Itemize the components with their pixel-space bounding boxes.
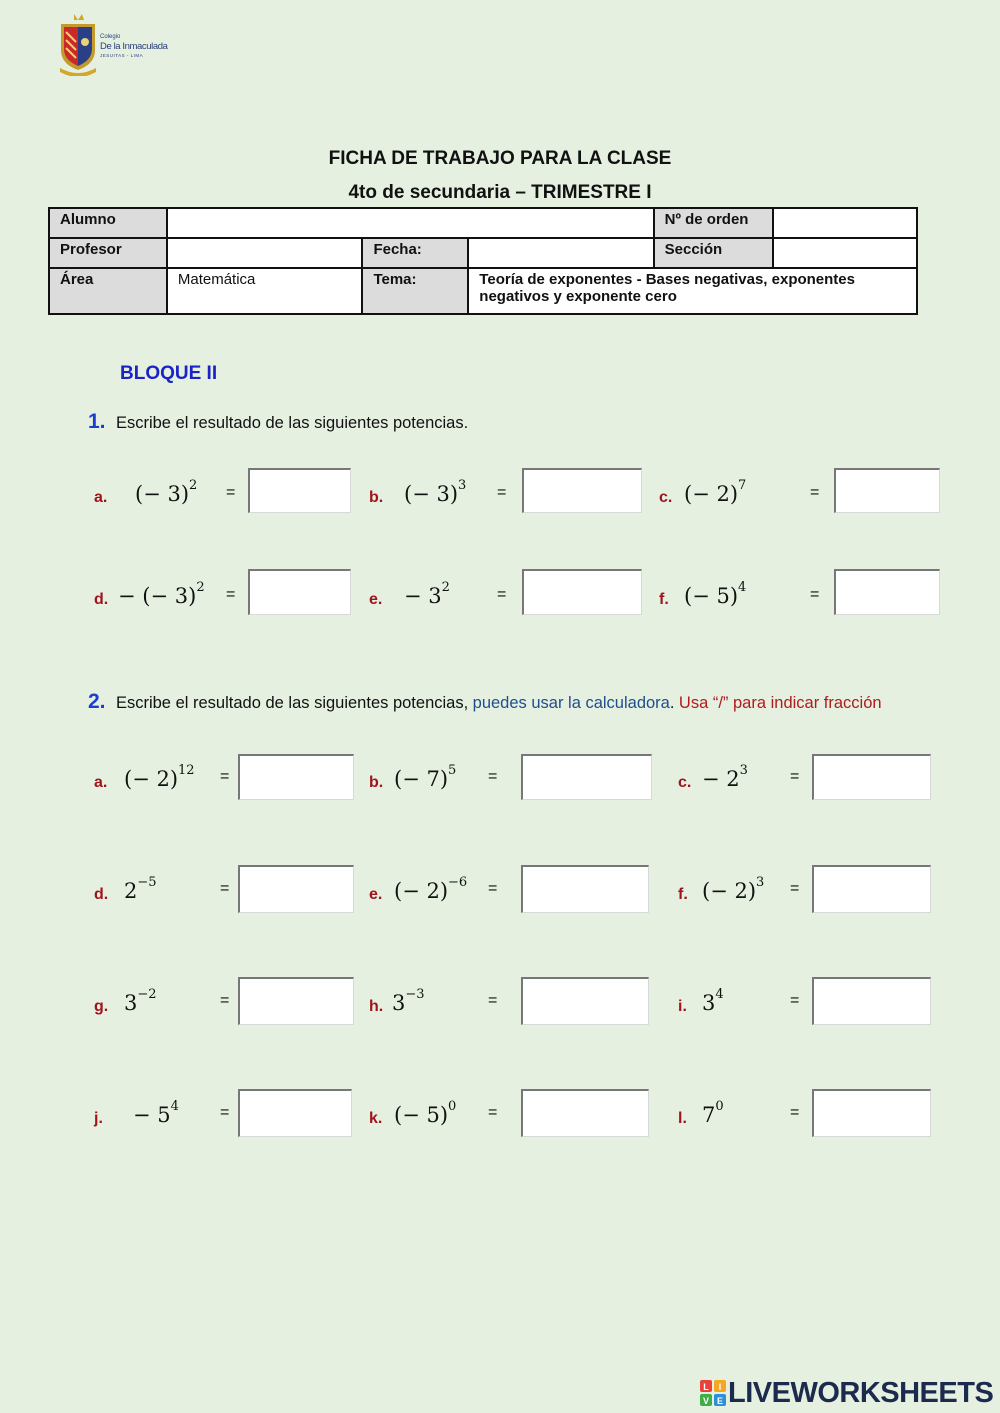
- equals-sign: =: [226, 586, 236, 603]
- exercise-letter: j.: [94, 1110, 103, 1127]
- answer-input[interactable]: [834, 468, 940, 513]
- student-info-table: [48, 207, 918, 315]
- calculator-note: puedes usar la calculadora: [472, 694, 670, 712]
- answer-input[interactable]: [812, 1089, 931, 1137]
- answer-input[interactable]: [238, 977, 354, 1025]
- worksheet-title: FICHA DE TRABAJO PARA LA CLASE: [328, 148, 672, 169]
- exercise-expression: $7^0$: [702, 1099, 724, 1127]
- seccion-label: Sección: [654, 238, 774, 268]
- area-label: Área: [49, 268, 167, 314]
- exercise-letter: g.: [94, 998, 109, 1015]
- equals-sign: =: [488, 768, 498, 785]
- school-crest-icon: [58, 12, 100, 76]
- liveworksheets-logo-icon: [700, 1380, 726, 1406]
- answer-input[interactable]: [238, 865, 354, 913]
- fecha-label: Fecha:: [362, 238, 468, 268]
- equals-sign: =: [790, 768, 800, 785]
- exercise-expression: − $2^3$: [702, 763, 748, 791]
- seccion-field[interactable]: [773, 238, 917, 268]
- answer-input[interactable]: [834, 569, 940, 615]
- equals-sign: =: [220, 880, 230, 897]
- answer-input[interactable]: [521, 865, 649, 913]
- answer-input[interactable]: [812, 977, 931, 1025]
- equals-sign: =: [497, 484, 507, 501]
- question-1-prompt: [88, 410, 468, 434]
- exercise-expression: $3^4$: [702, 987, 724, 1015]
- answer-input[interactable]: [248, 468, 351, 513]
- exercise-letter: h.: [369, 998, 384, 1015]
- exercise-letter: e.: [369, 886, 383, 903]
- answer-input[interactable]: [522, 569, 642, 615]
- exercise-expression: (− 3)$^2$: [135, 478, 198, 506]
- section-heading: BLOQUE II: [120, 363, 218, 384]
- orden-field[interactable]: [773, 208, 917, 238]
- equals-sign: =: [488, 1104, 498, 1121]
- exercise-expression: (− 5)$^4$: [684, 580, 747, 608]
- equals-sign: =: [790, 880, 800, 897]
- answer-input[interactable]: [521, 977, 649, 1025]
- svg-text:E: E: [716, 1396, 724, 1406]
- tema-value: Teoría de exponentes - Bases negativas, exponentes negativos y exponente cero: [468, 268, 917, 314]
- orden-label: Nº de orden: [654, 208, 774, 238]
- equals-sign: =: [790, 1104, 800, 1121]
- exercise-letter: b.: [369, 774, 384, 791]
- exercise-expression: − $3^2$: [404, 580, 450, 608]
- exercise-expression: $2^{-5}$: [124, 875, 157, 903]
- school-name-line2: De la Inmaculada: [100, 41, 168, 52]
- answer-input[interactable]: [522, 468, 642, 513]
- equals-sign: =: [220, 1104, 230, 1121]
- equals-sign: =: [790, 992, 800, 1009]
- exercise-letter: b.: [369, 489, 384, 506]
- note-period: .: [669, 694, 675, 712]
- alumno-field[interactable]: [167, 208, 654, 238]
- exercise-letter: d.: [94, 886, 109, 903]
- question-text: Escribe el resultado de las siguientes potencias.: [115, 414, 469, 432]
- exercise-expression: (− 2)$^7$: [684, 478, 747, 506]
- exercise-expression: (− 7)$^5$: [394, 763, 457, 791]
- equals-sign: =: [226, 484, 236, 501]
- tema-label: Tema:: [362, 268, 468, 314]
- liveworksheets-brand: [700, 1375, 993, 1411]
- profesor-label: Profesor: [49, 238, 167, 268]
- exercise-expression: − $5^4$: [133, 1099, 179, 1127]
- answer-input[interactable]: [812, 865, 931, 913]
- school-logo: [58, 12, 173, 76]
- svg-text:L: L: [703, 1382, 709, 1392]
- exercise-letter: i.: [678, 998, 687, 1015]
- exercise-letter: l.: [678, 1110, 687, 1127]
- svg-text:V: V: [702, 1396, 710, 1406]
- profesor-field[interactable]: [167, 238, 363, 268]
- answer-input[interactable]: [238, 754, 354, 800]
- exercise-letter: e.: [369, 591, 383, 608]
- equals-sign: =: [220, 768, 230, 785]
- exercise-letter: a.: [94, 774, 108, 791]
- equals-sign: =: [497, 586, 507, 603]
- equals-sign: =: [220, 992, 230, 1009]
- exercise-letter: f.: [659, 591, 669, 608]
- answer-input[interactable]: [238, 1089, 352, 1137]
- area-value: Matemática: [167, 268, 363, 314]
- exercise-expression: (− 2)$^3$: [702, 875, 765, 903]
- equals-sign: =: [488, 880, 498, 897]
- exercise-expression: (− 5)$^0$: [394, 1099, 457, 1127]
- question-number: 2.: [88, 690, 106, 713]
- answer-input[interactable]: [248, 569, 351, 615]
- answer-input[interactable]: [521, 754, 652, 800]
- exercise-letter: c.: [678, 774, 692, 791]
- brand-name: LIVEWORKSHEETS: [728, 1376, 994, 1409]
- fraction-note: Usa “/” para indicar fracción: [678, 694, 882, 712]
- exercise-letter: c.: [659, 489, 673, 506]
- svg-text:I: I: [718, 1382, 722, 1392]
- school-name-line3: JESUITAS - LIMA: [100, 53, 144, 58]
- worksheet-subtitle: 4to de secundaria – TRIMESTRE I: [348, 182, 652, 203]
- equals-sign: =: [810, 484, 820, 501]
- alumno-label: Alumno: [49, 208, 167, 238]
- answer-input[interactable]: [521, 1089, 649, 1137]
- answer-input[interactable]: [812, 754, 931, 800]
- exercise-expression: $3^{-2}$: [124, 987, 157, 1015]
- exercise-expression: − (− 3)$^2$: [118, 580, 205, 608]
- exercise-letter: d.: [94, 591, 109, 608]
- fecha-field[interactable]: [468, 238, 653, 268]
- exercise-expression: (− 2)$^{-6}$: [394, 875, 468, 903]
- exercise-letter: a.: [94, 489, 108, 506]
- exercise-expression: (− 3)$^3$: [404, 478, 467, 506]
- equals-sign: =: [810, 586, 820, 603]
- question-text: Escribe el resultado de las siguientes potencias,: [115, 694, 469, 712]
- exercise-expression: $3^{-3}$: [392, 987, 425, 1015]
- equals-sign: =: [488, 992, 498, 1009]
- question-number: 1.: [88, 410, 106, 433]
- exercise-letter: k.: [369, 1110, 383, 1127]
- question-2-prompt: [88, 690, 882, 714]
- exercise-expression: (− 2)$^{12}$: [124, 763, 195, 791]
- exercise-letter: f.: [678, 886, 688, 903]
- school-name-line1: Colegio: [100, 34, 121, 40]
